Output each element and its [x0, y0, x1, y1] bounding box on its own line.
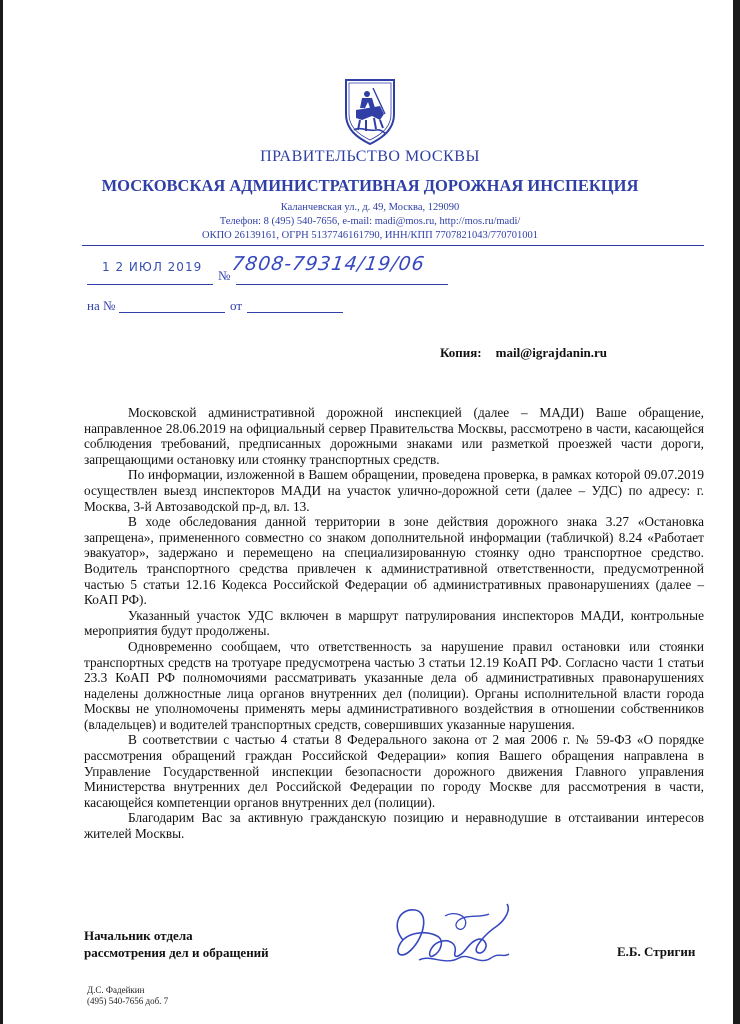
signer-position-line2: рассмотрения дел и обращений	[84, 945, 269, 960]
inspection-title: МОСКОВСКАЯ АДМИНИСТРАТИВНАЯ ДОРОЖНАЯ ИНСПЕКЦИЯ	[101, 176, 639, 195]
government-title: ПРАВИТЕЛЬСТВО МОСКВЫ	[260, 148, 480, 165]
letterhead-contacts: Телефон: 8 (495) 540-7656, e-mail: madi@mos.ru, http://mos.ru/madi/	[219, 216, 521, 227]
body-paragraph: Благодарим Вас за активную гражданскую позицию и неравнодушие в отстаивании интересов жителей Москвы.	[84, 810, 704, 842]
number-underline	[236, 284, 448, 285]
body-paragraph: Московской административной дорожной инспекцией (далее – МАДИ) Ваше обращение, направленное 28.06.2019 на официальный сервер Правительства Москвы, рассмотрено в части, касающейся соблюдения требований, предписанных дорожными знаками или разметкой проезжей части дороги, запрещающими остановку или стоянку транспортных средств.	[84, 405, 704, 467]
date-underline	[87, 284, 213, 285]
signer-position	[84, 927, 269, 961]
handwritten-signature	[385, 896, 515, 978]
copy-recipient	[440, 345, 607, 361]
executor-info	[87, 985, 168, 1007]
registration-number-handwritten: 7808-79314/19/06	[230, 253, 427, 275]
copy-email: mail@igrajdanin.ru	[495, 345, 608, 360]
letter-body	[84, 405, 704, 842]
reply-from-underline	[247, 312, 343, 313]
body-paragraph: В ходе обследования данной территории в зоне действия дорожного знака 3.27 «Остановка запрещена», примененного совместно со знаком дополнительной информации (табличкой) 8.24 «Работает эвакуатор», задержано и перемещено на специализированную стоянку одно транспортное средство. Водитель транспортного средства привлечен к административной ответственности, предусмотренной частью 5 статьи 12.16 Кодекса Российской Федерации об административных правонарушениях (далее – КоАП РФ).	[84, 514, 704, 608]
body-paragraph: Указанный участок УДС включен в маршрут патрулирования инспекторов МАДИ, контрольные мероприятия будут продолжены.	[84, 607, 704, 639]
body-paragraph: Одновременно сообщаем, что ответственность за нарушение правил остановки или стоянки транспортных средств на тротуаре предусмотрена частью 3 статьи 12.19 КоАП РФ. Согласно части 1 статьи 23.3 КоАП РФ полномочиями рассматривать указанные дела об административных правонарушениях наделены должностные лица органов внутренних дел (полиции). Органы исполнительной власти города Москвы не уполномочены применять меры административного воздействия в отношении собственников (владельцев) и водителей транспортных средств, совершивших указанные нарушения.	[84, 638, 704, 732]
signer-position-line1: Начальник отдела	[84, 928, 193, 943]
reply-to-label: на №	[87, 298, 116, 313]
letterhead-divider	[82, 245, 704, 246]
letterhead-address: Каланчевская ул., д. 49, Москва, 129090	[280, 202, 460, 213]
copy-label: Копия:	[440, 345, 482, 360]
executor-phone: (495) 540-7656 доб. 7	[87, 996, 169, 1006]
body-paragraph: В соответствии с частью 4 статьи 8 Федерального закона от 2 мая 2006 г. № 59-ФЗ «О порядке рассмотрения обращений граждан Российской Федерации» копия Вашего обращения направлена в Управление Государственной инспекции безопасности дорожного движения Главного управления Министерства внутренних дел Российской Федерации по городу Москве для рассмотрения в части, касающейся компетенции органов внутренних дел (полиции).	[84, 732, 704, 810]
reply-to-underline	[119, 312, 225, 313]
signer-name: Е.Б. Стригин	[617, 944, 696, 959]
registration-date-stamp: 1 2 ИЮЛ 2019	[102, 260, 203, 274]
letterhead-codes: ОКПО 26139161, ОГРН 5137746161790, ИНН/КПП 7707821043/770701001	[202, 230, 538, 241]
body-paragraph: По информации, изложенной в Вашем обращении, проведена проверка, в рамках которой 09.07.2019 осуществлен выезд инспекторов МАДИ на участок улично-дорожной сети (далее – УДС) по адресу: г. Москва, 3-й Автозаводской пр-д, вл. 13.	[84, 467, 704, 514]
moscow-coat-of-arms-icon	[340, 74, 400, 146]
executor-name: Д.С. Фадейкин	[87, 985, 145, 995]
registration-number-sign: №	[218, 268, 231, 283]
reply-from-label: от	[230, 298, 243, 313]
